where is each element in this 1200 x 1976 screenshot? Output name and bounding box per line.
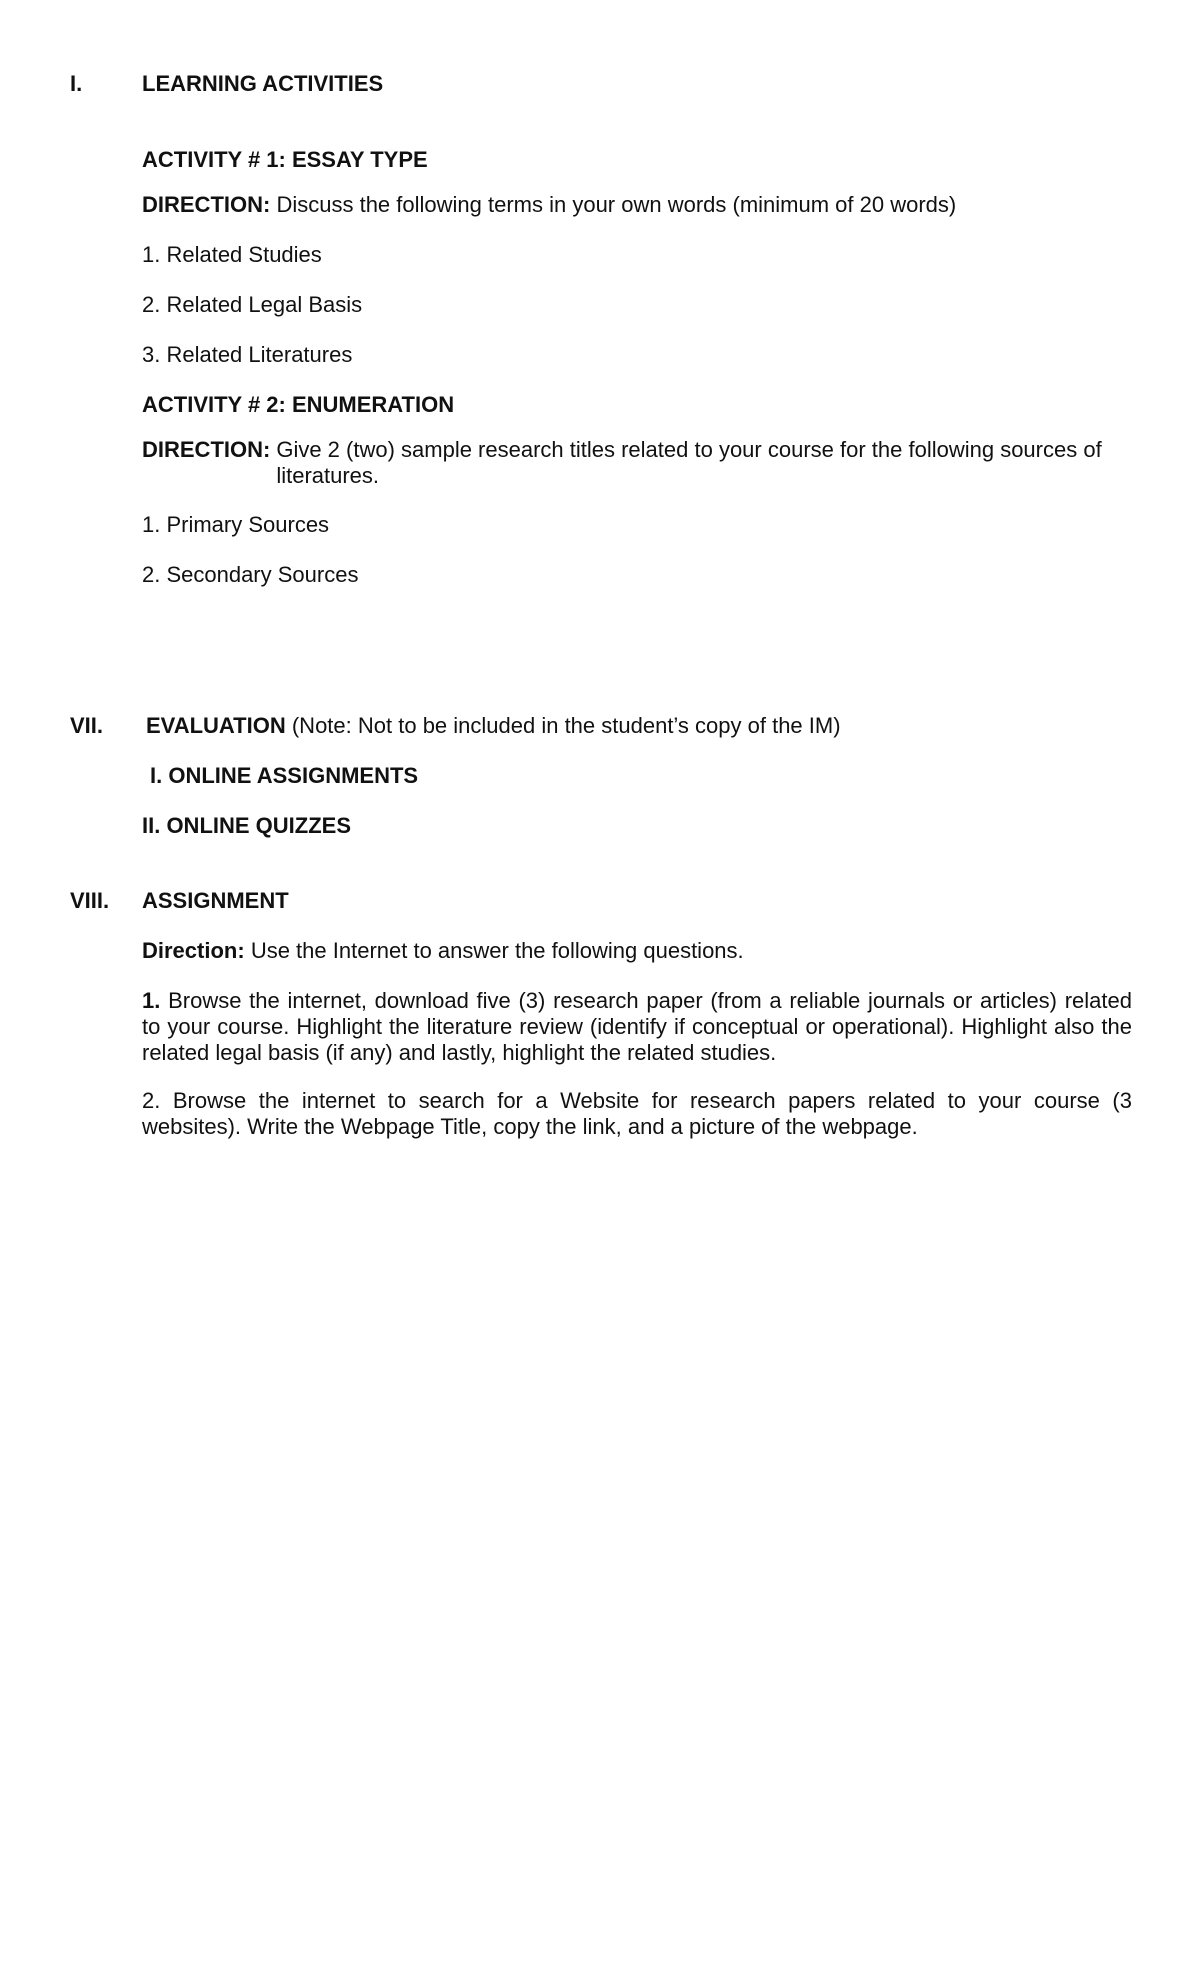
direction-text: Use the Internet to answer the following questions.	[250, 938, 744, 963]
section-numeral-8: VIII.	[70, 888, 110, 913]
activity-1-item: 1. Related Studies	[142, 242, 322, 267]
question-number: 1.	[142, 988, 161, 1013]
activity-1-direction	[142, 192, 956, 218]
evaluation-item: I. ONLINE ASSIGNMENTS	[150, 763, 419, 788]
section-title-learning-activities: LEARNING ACTIVITIES	[142, 71, 384, 96]
activity-1-item: 3. Related Literatures	[142, 342, 353, 367]
activity-1-title: ACTIVITY # 1: ESSAY TYPE	[142, 147, 428, 172]
activity-2-direction	[142, 437, 1132, 489]
section-numeral-1: I.	[70, 71, 83, 96]
direction-label: DIRECTION:	[142, 192, 271, 217]
section-numeral-7: VII.	[70, 713, 104, 738]
activity-2-title: ACTIVITY # 2: ENUMERATION	[142, 392, 455, 417]
section-title-evaluation: EVALUATION	[146, 713, 286, 738]
activity-1-item: 2. Related Legal Basis	[142, 292, 363, 317]
assignment-question-2: 2. Browse the internet to search for a Website for research papers related to your course (3 websites). Write the Webpage Title, copy the link, and a picture of the webpage.	[142, 1088, 1132, 1139]
assignment-question-1	[142, 988, 1132, 1066]
direction-text: Give 2 (two) sample research titles related to your course for the following sources of literatures.	[276, 437, 1102, 488]
assignment-direction	[142, 938, 744, 964]
activity-2-item: 1. Primary Sources	[142, 512, 330, 537]
activity-2-item: 2. Secondary Sources	[142, 562, 359, 587]
evaluation-note: (Note: Not to be included in the student’s copy of the IM)	[291, 713, 841, 738]
section-title-assignment: ASSIGNMENT	[142, 888, 289, 913]
section-title-evaluation-row	[146, 713, 841, 739]
direction-text: Discuss the following terms in your own words (minimum of 20 words)	[276, 192, 957, 217]
direction-label: DIRECTION:	[142, 437, 271, 462]
question-text: Browse the internet, download five (3) research paper (from a reliable journals or articles) related to your course. Highlight the literature review (identify if conceptual or operational). Highlight also the related legal basis (if any) and lastly, highlight the related studies.	[142, 988, 1132, 1065]
direction-label: Direction:	[142, 938, 245, 963]
evaluation-item: II. ONLINE QUIZZES	[142, 813, 352, 838]
